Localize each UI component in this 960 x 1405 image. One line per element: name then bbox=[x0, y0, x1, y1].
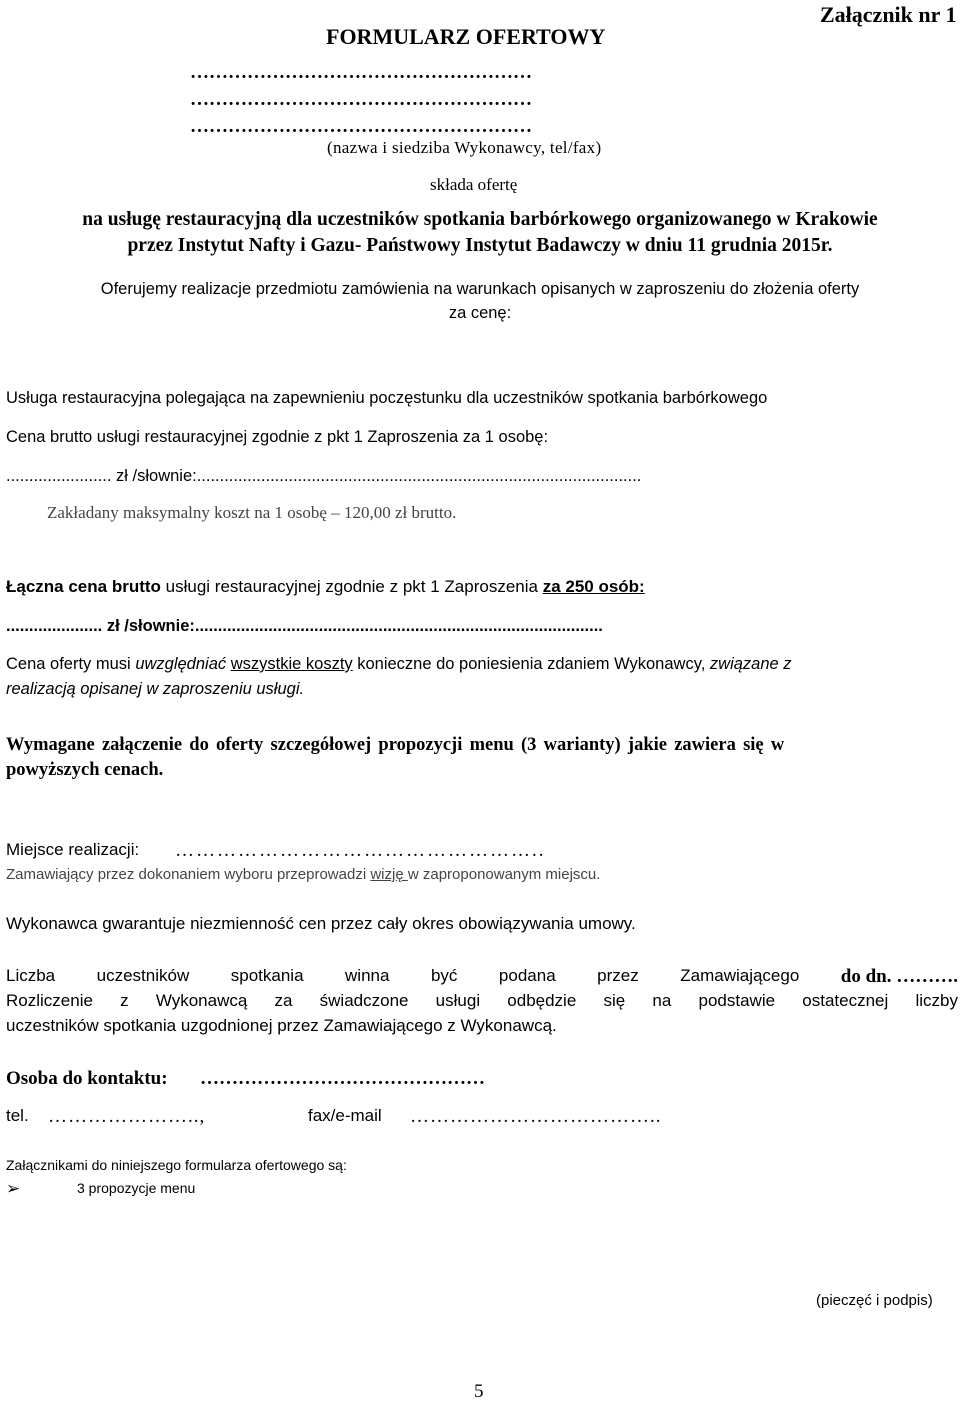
costs-text-f: związane z bbox=[709, 655, 792, 673]
costs-line-2: realizacją opisanej w zaproszeniu usługi. bbox=[6, 680, 305, 698]
word: się bbox=[603, 991, 626, 1010]
visit-text-b: wizję bbox=[370, 866, 408, 883]
word: być bbox=[430, 966, 458, 985]
costs-text-e: konieczne do poniesienia zdaniem Wykonawcy, bbox=[352, 655, 710, 673]
costs-text-a: Cena oferty musi bbox=[6, 655, 136, 673]
contact-person-dots: ……………………………………… bbox=[200, 1068, 485, 1089]
word: odbędzie bbox=[507, 991, 577, 1010]
place-dots: …………………………………………….. bbox=[175, 840, 546, 861]
word: podstawie bbox=[698, 991, 776, 1010]
word: z bbox=[120, 991, 129, 1010]
word: świadczone bbox=[319, 991, 409, 1010]
contact-person-label: Osoba do kontaktu: bbox=[6, 1068, 168, 1089]
arrow-bullet-icon: ➢ bbox=[6, 1179, 21, 1198]
signature-caption: (pieczęć i podpis) bbox=[816, 1292, 933, 1309]
visit-note bbox=[6, 866, 600, 883]
place-label: Miejsce realizacji: bbox=[6, 840, 140, 859]
tel-dots: ………………….., bbox=[48, 1106, 206, 1127]
subject-line-1: na usługę restauracyjną dla uczestników spotkania barbórkowego organizowanego w Krakowie bbox=[82, 209, 878, 230]
submits-offer-text: składa ofertę bbox=[430, 175, 518, 194]
total-price-250: za 250 osób: bbox=[542, 577, 645, 596]
fax-label: fax/e-mail bbox=[308, 1106, 382, 1125]
word: na bbox=[652, 991, 672, 1010]
tel-label: tel. bbox=[6, 1106, 29, 1125]
participants-line-2 bbox=[6, 991, 958, 1011]
word: podana bbox=[498, 966, 556, 985]
contractor-dots-2: ……………………………………………… bbox=[190, 89, 532, 110]
price-per-person-blank: ....................... zł /słownie:................................................................................................. bbox=[6, 467, 642, 485]
contractor-dots-1: ……………………………………………… bbox=[190, 62, 532, 83]
costs-line-1 bbox=[6, 655, 792, 674]
word: liczby bbox=[915, 991, 958, 1010]
offer-intro-line-1: Oferujemy realizacje przedmiotu zamówienia na warunkach opisanych w zaproszeniu do złożenia oferty bbox=[100, 280, 860, 298]
form-title: FORMULARZ OFERTOWY bbox=[326, 24, 606, 49]
participants-line-3: uczestników spotkania uzgodnionej przez Zamawiającego z Wykonawcą. bbox=[6, 1016, 557, 1035]
subject-line-2: przez Instytut Nafty i Gazu- Państwowy Instytut Badawczy w dniu 11 grudnia 2015r. bbox=[127, 235, 833, 256]
total-price-blank: ..................... zł /słownie:......................................................................................... bbox=[6, 617, 603, 635]
word: ostatecznej bbox=[802, 991, 889, 1010]
total-price-bold: Łączna cena brutto bbox=[6, 577, 161, 596]
contractor-caption: (nazwa i siedziba Wykonawcy, tel/fax) bbox=[327, 138, 602, 157]
offer-intro-line-2: za cenę: bbox=[448, 304, 512, 322]
word: Liczba bbox=[6, 966, 56, 985]
visit-text-c: w zaproponowanym miejscu. bbox=[407, 866, 601, 883]
page-number: 5 bbox=[474, 1381, 484, 1402]
menu-requirement-line-1: Wymagane załączenie do oferty szczegółowej propozycji menu (3 warianty) jakie zawiera się w bbox=[6, 735, 785, 755]
max-cost-note: Zakładany maksymalny koszt na 1 osobę – 120,00 zł brutto. bbox=[47, 503, 457, 522]
contractor-dots-3: ……………………………………………… bbox=[190, 116, 532, 137]
word: za bbox=[274, 991, 293, 1010]
attachments-heading: Załącznikami do niniejszego formularza ofertowego są: bbox=[6, 1157, 347, 1173]
price-per-person-label: Cena brutto usługi restauracyjnej zgodnie z pkt 1 Zaproszenia za 1 osobę: bbox=[6, 428, 549, 446]
participants-line-1 bbox=[6, 966, 958, 988]
participants-deadline: do dn. ………. bbox=[840, 966, 958, 987]
price-guarantee: Wykonawca gwarantuje niezmienność cen przez cały okres obowiązywania umowy. bbox=[6, 914, 636, 933]
word: spotkania bbox=[230, 966, 304, 985]
visit-text-a: Zamawiający przez dokonaniem wyboru przeprowadzi bbox=[6, 866, 371, 883]
word: Wykonawcą bbox=[155, 991, 248, 1010]
menu-requirement-line-2: powyższych cenach. bbox=[6, 760, 164, 780]
word: uczestników bbox=[96, 966, 190, 985]
costs-text-d: wszystkie koszty bbox=[230, 655, 353, 673]
total-price-label bbox=[6, 577, 645, 597]
attachment-item-label: 3 propozycje menu bbox=[77, 1180, 196, 1196]
attachments-list-item bbox=[6, 1178, 20, 1200]
total-price-mid: usługi restauracyjnej zgodnie z pkt 1 Zaproszenia bbox=[160, 577, 543, 596]
fax-dots: ……………………………….. bbox=[410, 1106, 662, 1127]
costs-text-b: uwzględniać bbox=[135, 655, 227, 673]
word: przez bbox=[597, 966, 639, 985]
word: usługi bbox=[435, 991, 481, 1010]
word: Zamawiającego bbox=[680, 966, 800, 985]
word: winna bbox=[345, 966, 390, 985]
service-description: Usługa restauracyjna polegająca na zapewnieniu poczęstunku dla uczestników spotkania barbórkowego bbox=[6, 389, 768, 407]
attachment-label: Załącznik nr 1 bbox=[820, 2, 957, 27]
word: Rozliczenie bbox=[6, 991, 93, 1010]
